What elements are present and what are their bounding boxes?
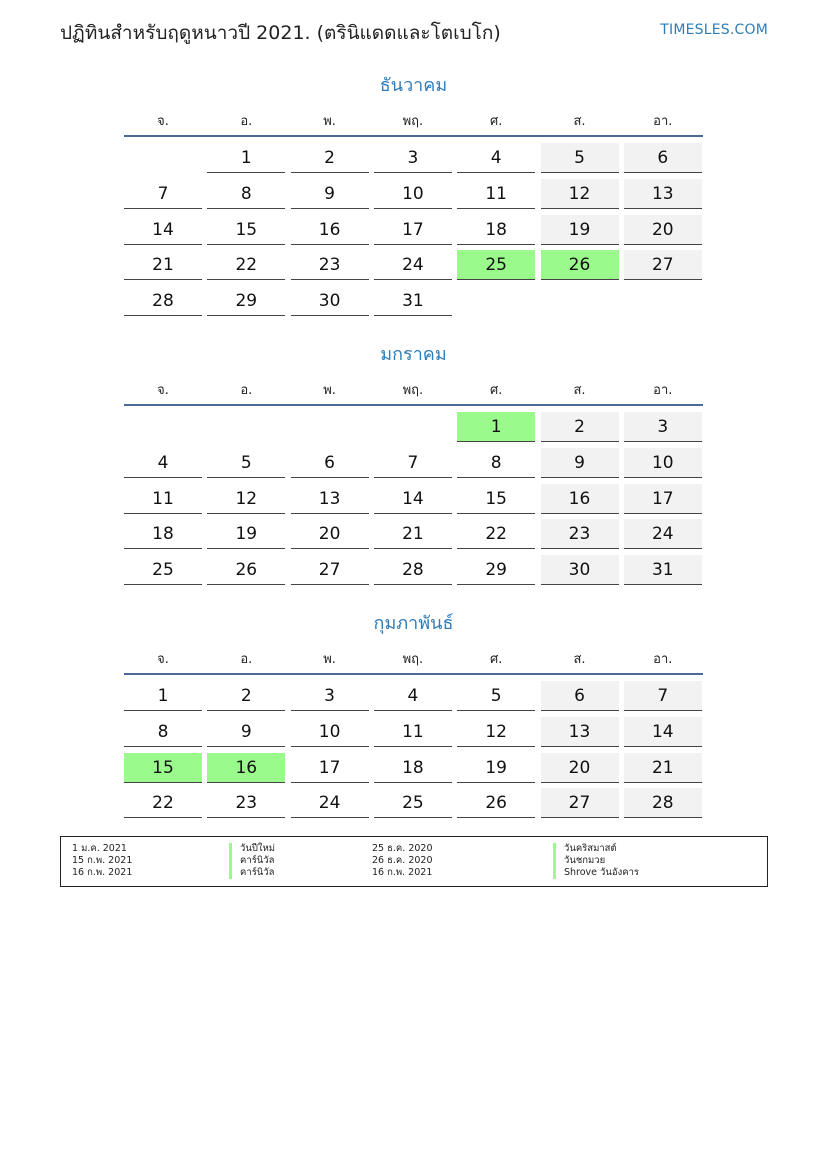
day-cell: 25 <box>374 788 452 818</box>
legend-date: 16 ก.พ. 2021 <box>72 867 133 878</box>
weekday-label: ส. <box>573 114 586 129</box>
day-cell: 17 <box>624 484 702 514</box>
legend-date: 25 ธ.ค. 2020 <box>372 843 433 854</box>
day-cell: 6 <box>541 681 619 711</box>
holiday-day-cell: 26 <box>541 250 619 280</box>
month-name: กุมภาพันธ์ <box>373 613 454 634</box>
day-cell: 28 <box>374 555 452 585</box>
day-cell: 3 <box>624 412 702 442</box>
weekday-label: อา. <box>653 114 673 129</box>
day-cell: 12 <box>541 179 619 209</box>
weekday-label: พฤ. <box>402 114 424 129</box>
weekday-label: พฤ. <box>402 383 424 398</box>
day-cell: 2 <box>541 412 619 442</box>
day-cell: 27 <box>291 555 369 585</box>
day-cell: 14 <box>124 215 202 245</box>
day-cell: 23 <box>541 519 619 549</box>
legend-holiday-name: วันคริสมาสต์ <box>553 843 617 855</box>
weekday-label: พฤ. <box>402 652 424 667</box>
page-title: ปฏิทินสำหรับฤดูหนาวปี 2021. (ตรินิแดดและโตเบโก) <box>60 22 501 44</box>
day-cell: 13 <box>541 717 619 747</box>
legend-holiday-name: วันชกมวย <box>553 855 605 867</box>
day-cell: 22 <box>207 250 285 280</box>
day-cell: 15 <box>207 215 285 245</box>
day-cell: 17 <box>374 215 452 245</box>
day-cell: 31 <box>624 555 702 585</box>
weekday-label: ส. <box>573 652 586 667</box>
day-cell: 9 <box>207 717 285 747</box>
day-cell: 5 <box>457 681 535 711</box>
day-cell: 28 <box>624 788 702 818</box>
legend-row <box>61 867 767 879</box>
day-cell: 17 <box>291 753 369 783</box>
weekday-label: ศ. <box>489 652 503 667</box>
day-cell: 7 <box>124 179 202 209</box>
day-cell: 28 <box>124 286 202 316</box>
day-cell: 27 <box>541 788 619 818</box>
day-cell: 12 <box>207 484 285 514</box>
day-cell: 1 <box>207 143 285 173</box>
day-cell: 14 <box>374 484 452 514</box>
holiday-legend <box>60 836 768 887</box>
day-cell: 21 <box>124 250 202 280</box>
day-cell: 7 <box>374 448 452 478</box>
brand-link[interactable]: TIMESLES.COM <box>660 22 768 38</box>
weekday-label: พ. <box>323 114 336 129</box>
legend-row <box>61 855 767 867</box>
weekday-label: อ. <box>240 383 253 398</box>
weekday-label: พ. <box>323 383 336 398</box>
day-cell: 14 <box>624 717 702 747</box>
day-cell: 31 <box>374 286 452 316</box>
day-cell: 24 <box>374 250 452 280</box>
day-cell: 30 <box>291 286 369 316</box>
day-cell: 3 <box>291 681 369 711</box>
day-cell: 18 <box>124 519 202 549</box>
month-name: มกราคม <box>380 344 447 365</box>
day-cell: 20 <box>541 753 619 783</box>
legend-date: 26 ธ.ค. 2020 <box>372 855 433 866</box>
legend-holiday-name: Shrove วันอังคาร <box>553 867 639 879</box>
legend-holiday-name: คาร์นิวัล <box>229 855 274 867</box>
legend-holiday-name: คาร์นิวัล <box>229 867 274 879</box>
header-divider <box>124 404 703 406</box>
legend-row <box>61 843 767 855</box>
day-cell: 4 <box>457 143 535 173</box>
weekday-label: ศ. <box>489 383 503 398</box>
weekday-label: จ. <box>157 652 169 667</box>
holiday-day-cell: 16 <box>207 753 285 783</box>
weekday-label: จ. <box>157 383 169 398</box>
weekday-header <box>124 110 703 128</box>
day-cell: 20 <box>291 519 369 549</box>
day-cell: 29 <box>457 555 535 585</box>
day-cell: 21 <box>374 519 452 549</box>
day-cell: 10 <box>291 717 369 747</box>
day-cell: 23 <box>207 788 285 818</box>
day-cell: 20 <box>624 215 702 245</box>
day-cell: 1 <box>124 681 202 711</box>
day-cell: 22 <box>124 788 202 818</box>
day-cell: 11 <box>457 179 535 209</box>
day-cell: 2 <box>207 681 285 711</box>
holiday-day-cell: 25 <box>457 250 535 280</box>
day-cell: 5 <box>541 143 619 173</box>
day-cell: 8 <box>207 179 285 209</box>
day-cell: 26 <box>457 788 535 818</box>
page-header <box>60 18 768 48</box>
holiday-day-cell: 1 <box>457 412 535 442</box>
weekday-label: อ. <box>240 652 253 667</box>
legend-date: 15 ก.พ. 2021 <box>72 855 133 866</box>
day-cell: 16 <box>291 215 369 245</box>
header-divider <box>124 673 703 675</box>
day-cell: 6 <box>291 448 369 478</box>
day-cell: 18 <box>457 215 535 245</box>
day-cell: 4 <box>374 681 452 711</box>
day-cell: 15 <box>457 484 535 514</box>
day-cell: 19 <box>207 519 285 549</box>
header-divider <box>124 135 703 137</box>
weekday-label: ส. <box>573 383 586 398</box>
day-cell: 12 <box>457 717 535 747</box>
day-cell: 7 <box>624 681 702 711</box>
day-cell: 27 <box>624 250 702 280</box>
day-cell: 16 <box>541 484 619 514</box>
day-cell: 10 <box>624 448 702 478</box>
day-cell: 24 <box>624 519 702 549</box>
day-cell: 22 <box>457 519 535 549</box>
legend-holiday-name: วันปีใหม่ <box>229 843 275 855</box>
weekday-label: อา. <box>653 652 673 667</box>
weekday-label: จ. <box>157 114 169 129</box>
day-cell: 18 <box>374 753 452 783</box>
legend-date: 1 ม.ค. 2021 <box>72 843 127 854</box>
day-cell: 4 <box>124 448 202 478</box>
day-cell: 25 <box>124 555 202 585</box>
weekday-label: อา. <box>653 383 673 398</box>
day-cell: 3 <box>374 143 452 173</box>
day-cell: 11 <box>124 484 202 514</box>
day-cell: 11 <box>374 717 452 747</box>
day-cell: 2 <box>291 143 369 173</box>
day-cell: 21 <box>624 753 702 783</box>
weekday-label: ศ. <box>489 114 503 129</box>
day-cell: 30 <box>541 555 619 585</box>
weekday-header <box>124 648 703 666</box>
weekday-header <box>124 379 703 397</box>
day-cell: 24 <box>291 788 369 818</box>
day-cell: 8 <box>124 717 202 747</box>
day-cell: 29 <box>207 286 285 316</box>
weekday-label: พ. <box>323 652 336 667</box>
day-cell: 9 <box>291 179 369 209</box>
day-cell: 13 <box>624 179 702 209</box>
weekday-label: อ. <box>240 114 253 129</box>
day-cell: 19 <box>457 753 535 783</box>
day-cell: 26 <box>207 555 285 585</box>
day-cell: 5 <box>207 448 285 478</box>
day-cell: 19 <box>541 215 619 245</box>
legend-date: 16 ก.พ. 2021 <box>372 867 433 878</box>
day-cell: 13 <box>291 484 369 514</box>
day-cell: 10 <box>374 179 452 209</box>
day-cell: 6 <box>624 143 702 173</box>
day-cell: 9 <box>541 448 619 478</box>
holiday-day-cell: 15 <box>124 753 202 783</box>
month-name: ธันวาคม <box>379 75 448 96</box>
day-cell: 23 <box>291 250 369 280</box>
day-cell: 8 <box>457 448 535 478</box>
